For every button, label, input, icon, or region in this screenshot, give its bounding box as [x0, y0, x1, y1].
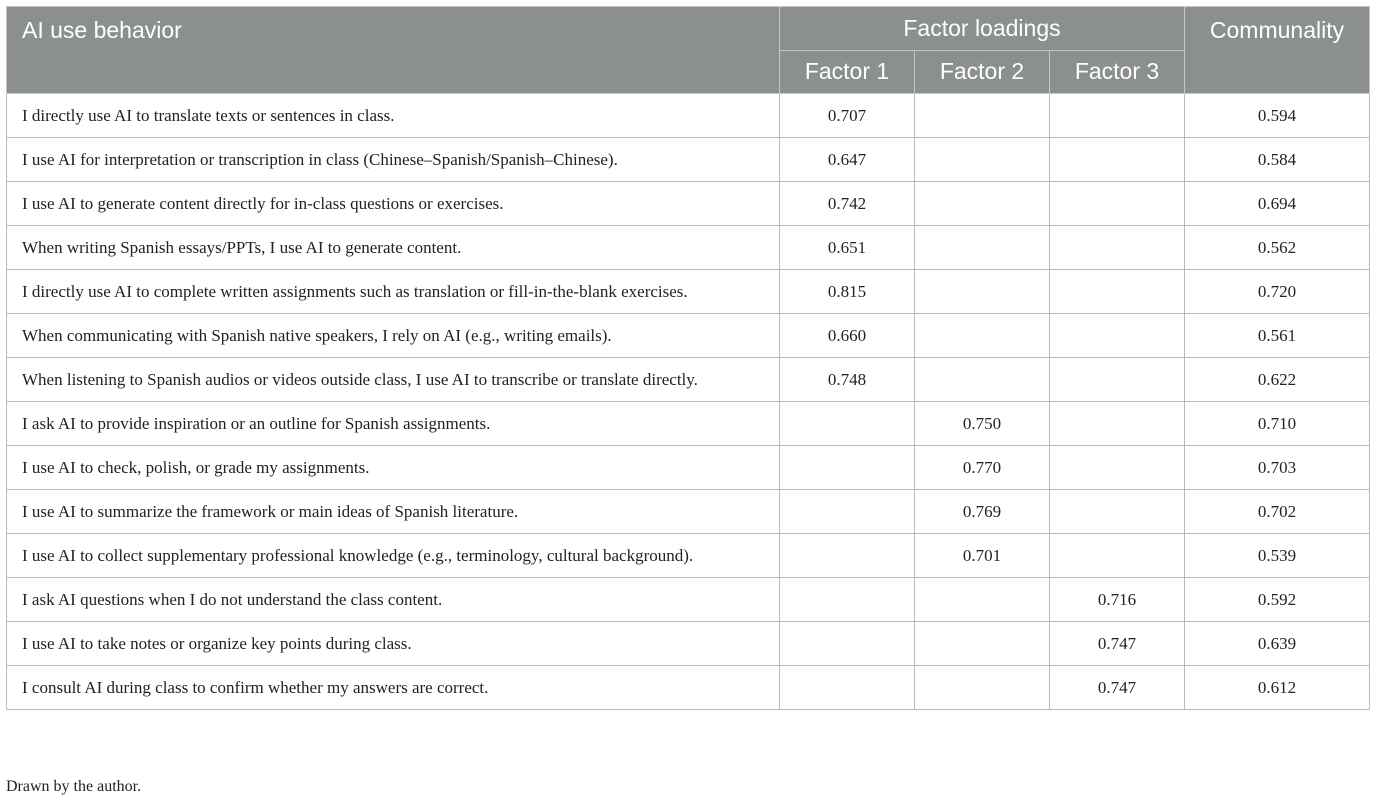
communality-cell: 0.584 — [1185, 138, 1370, 182]
table-row — [7, 94, 1370, 138]
table-row — [7, 402, 1370, 446]
communality-cell: 0.562 — [1185, 226, 1370, 270]
factor-1-cell — [780, 446, 915, 490]
behavior-cell: I directly use AI to translate texts or sentences in class. — [7, 94, 780, 138]
factor-2-cell — [915, 666, 1050, 710]
behavior-cell: I use AI to collect supplementary professional knowledge (e.g., terminology, cultural background). — [7, 534, 780, 578]
factor-1-cell — [780, 578, 915, 622]
table-row — [7, 446, 1370, 490]
factor-3-cell — [1050, 402, 1185, 446]
factor-2-cell — [915, 314, 1050, 358]
factor-1-cell — [780, 402, 915, 446]
factor-3-cell — [1050, 490, 1185, 534]
factor-2-cell: 0.769 — [915, 490, 1050, 534]
factor-3-cell — [1050, 314, 1185, 358]
table-row — [7, 490, 1370, 534]
behavior-cell: When listening to Spanish audios or videos outside class, I use AI to transcribe or translate directly. — [7, 358, 780, 402]
factor-2-cell: 0.750 — [915, 402, 1050, 446]
table-row — [7, 270, 1370, 314]
factor-3-cell: 0.747 — [1050, 666, 1185, 710]
factor-2-cell — [915, 622, 1050, 666]
factor-1-cell: 0.651 — [780, 226, 915, 270]
communality-cell: 0.612 — [1185, 666, 1370, 710]
header-factor-loadings: Factor loadings — [780, 7, 1185, 51]
communality-cell: 0.694 — [1185, 182, 1370, 226]
behavior-cell: I consult AI during class to confirm whether my answers are correct. — [7, 666, 780, 710]
factor-2-cell — [915, 94, 1050, 138]
header-ai-use-behavior: AI use behavior — [7, 7, 780, 94]
factor-loadings-table — [6, 6, 1370, 710]
factor-loadings-table-container — [6, 6, 1369, 710]
behavior-cell: I directly use AI to complete written assignments such as translation or fill-in-the-blank exercises. — [7, 270, 780, 314]
communality-cell: 0.710 — [1185, 402, 1370, 446]
factor-1-cell — [780, 534, 915, 578]
behavior-cell: I use AI for interpretation or transcription in class (Chinese–Spanish/Spanish–Chinese). — [7, 138, 780, 182]
factor-3-cell: 0.747 — [1050, 622, 1185, 666]
communality-cell: 0.639 — [1185, 622, 1370, 666]
behavior-cell: I use AI to check, polish, or grade my assignments. — [7, 446, 780, 490]
table-row — [7, 226, 1370, 270]
factor-1-cell: 0.660 — [780, 314, 915, 358]
header-factor-1: Factor 1 — [780, 50, 915, 94]
factor-3-cell — [1050, 94, 1185, 138]
communality-cell: 0.703 — [1185, 446, 1370, 490]
communality-cell: 0.594 — [1185, 94, 1370, 138]
communality-cell: 0.702 — [1185, 490, 1370, 534]
factor-3-cell — [1050, 534, 1185, 578]
table-footnote: Drawn by the author. — [6, 778, 142, 795]
table-row — [7, 666, 1370, 710]
factor-2-cell — [915, 358, 1050, 402]
factor-3-cell: 0.716 — [1050, 578, 1185, 622]
table-row — [7, 138, 1370, 182]
table-row — [7, 622, 1370, 666]
factor-2-cell — [915, 226, 1050, 270]
header-factor-2: Factor 2 — [915, 50, 1050, 94]
behavior-cell: When writing Spanish essays/PPTs, I use AI to generate content. — [7, 226, 780, 270]
behavior-cell: When communicating with Spanish native speakers, I rely on AI (e.g., writing emails). — [7, 314, 780, 358]
table-row — [7, 182, 1370, 226]
table-row — [7, 534, 1370, 578]
behavior-cell: I use AI to summarize the framework or main ideas of Spanish literature. — [7, 490, 780, 534]
factor-2-cell — [915, 138, 1050, 182]
factor-1-cell — [780, 490, 915, 534]
header-factor-3: Factor 3 — [1050, 50, 1185, 94]
table-body — [7, 94, 1370, 710]
behavior-cell: I use AI to take notes or organize key points during class. — [7, 622, 780, 666]
communality-cell: 0.622 — [1185, 358, 1370, 402]
factor-3-cell — [1050, 138, 1185, 182]
behavior-cell: I ask AI questions when I do not understand the class content. — [7, 578, 780, 622]
factor-2-cell: 0.701 — [915, 534, 1050, 578]
factor-1-cell: 0.707 — [780, 94, 915, 138]
factor-3-cell — [1050, 226, 1185, 270]
table-row — [7, 578, 1370, 622]
factor-2-cell — [915, 578, 1050, 622]
table-header — [7, 7, 1370, 94]
factor-3-cell — [1050, 446, 1185, 490]
factor-3-cell — [1050, 270, 1185, 314]
factor-3-cell — [1050, 182, 1185, 226]
factor-3-cell — [1050, 358, 1185, 402]
communality-cell: 0.539 — [1185, 534, 1370, 578]
communality-cell: 0.561 — [1185, 314, 1370, 358]
table-row — [7, 314, 1370, 358]
factor-1-cell: 0.647 — [780, 138, 915, 182]
table-row — [7, 358, 1370, 402]
factor-1-cell — [780, 622, 915, 666]
factor-2-cell: 0.770 — [915, 446, 1050, 490]
factor-1-cell: 0.742 — [780, 182, 915, 226]
communality-cell: 0.592 — [1185, 578, 1370, 622]
factor-2-cell — [915, 182, 1050, 226]
factor-2-cell — [915, 270, 1050, 314]
header-communality: Communality — [1185, 7, 1370, 94]
behavior-cell: I use AI to generate content directly for in-class questions or exercises. — [7, 182, 780, 226]
communality-cell: 0.720 — [1185, 270, 1370, 314]
factor-1-cell: 0.815 — [780, 270, 915, 314]
factor-1-cell — [780, 666, 915, 710]
behavior-cell: I ask AI to provide inspiration or an outline for Spanish assignments. — [7, 402, 780, 446]
factor-1-cell: 0.748 — [780, 358, 915, 402]
